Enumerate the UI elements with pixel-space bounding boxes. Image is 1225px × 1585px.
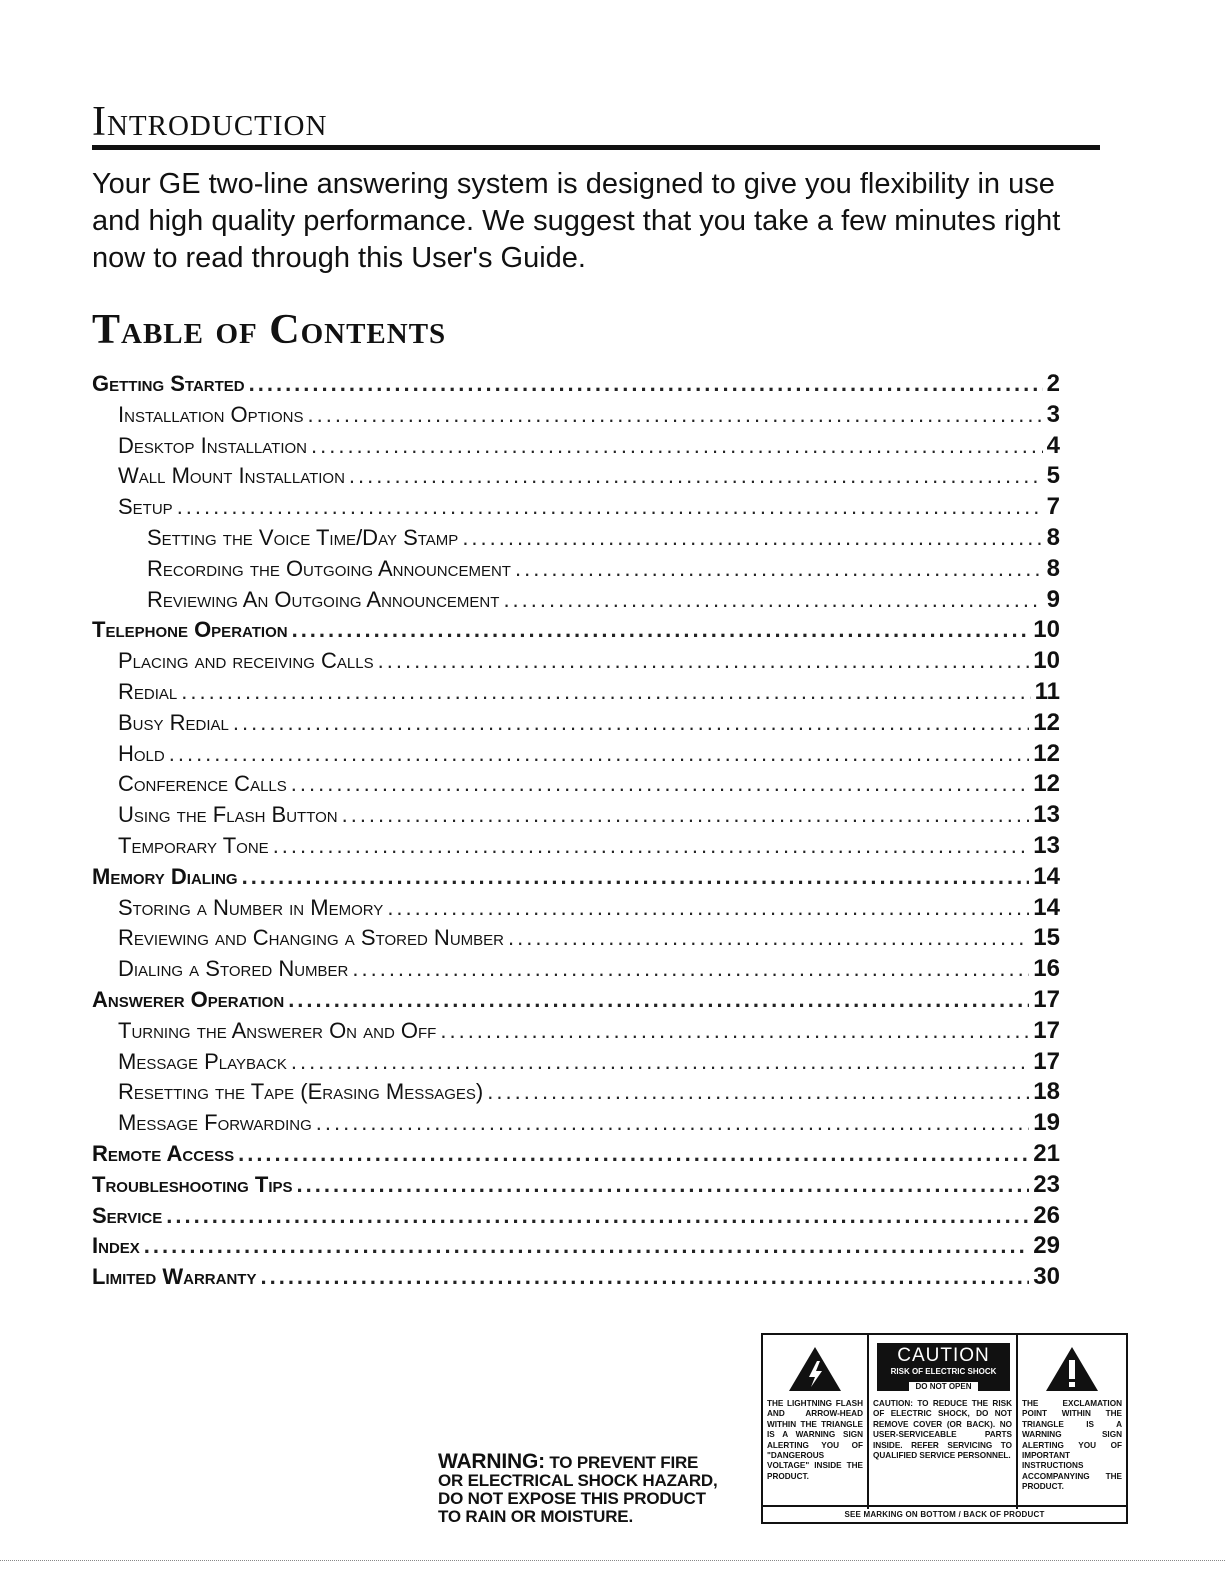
heading-rule: [92, 145, 1100, 150]
toc-entry: [92, 801, 1060, 832]
toc-leader-dots: [273, 833, 1030, 859]
intro-heading: Introduction: [92, 99, 328, 145]
toc-heading: Table of Contents: [92, 307, 447, 353]
toc-leader-dots: [462, 525, 1042, 551]
toc-entry: [92, 678, 1060, 709]
scan-artifact-line: [0, 1560, 1225, 1562]
toc-entry-page: 14: [1033, 893, 1060, 921]
toc-entry-label: Desktop Installation: [118, 432, 307, 458]
toc-entry: [92, 1140, 1060, 1171]
exclamation-triangle-icon: [1044, 1345, 1100, 1393]
toc-leader-dots: [288, 987, 1029, 1013]
toc-entry-page: 8: [1046, 554, 1060, 582]
toc-entry-label: Placing and receiving Calls: [118, 648, 374, 674]
toc-entry-page: 13: [1033, 801, 1060, 829]
toc-entry-page: 13: [1033, 831, 1060, 859]
toc-entry: [92, 462, 1060, 493]
lightning-explanation: THE LIGHTNING FLASH AND ARROW-HEAD WITHIN THE TRIANGLE IS A WARNING SIGN ALERTING YOU OF "DANGEROUS VOLTAGE" INSIDE THE PRODUCT.: [767, 1399, 863, 1481]
toc-entry: [92, 924, 1060, 955]
toc-entry-label: Conference Calls: [118, 771, 287, 797]
toc-entry-page: 5: [1046, 462, 1060, 490]
toc-entry-page: 23: [1033, 1170, 1060, 1198]
toc-entry-label: Memory Dialing: [92, 863, 238, 889]
toc-entry-page: 17: [1033, 985, 1060, 1013]
toc-entry: [92, 401, 1060, 432]
toc-leader-dots: [169, 741, 1030, 767]
toc-leader-dots: [242, 864, 1030, 890]
caution-left-panel: [763, 1335, 869, 1509]
warning-line-2: OR ELECTRICAL SHOCK HAZARD,: [438, 1471, 718, 1490]
toc-leader-dots: [166, 1203, 1029, 1229]
toc-entry-page: 11: [1034, 677, 1060, 705]
toc-entry-page: 17: [1033, 1047, 1060, 1075]
toc-leader-dots: [352, 956, 1029, 982]
toc-entry: [92, 493, 1060, 524]
toc-entry-label: Index: [92, 1233, 140, 1259]
toc-entry-label: Answerer Operation: [92, 986, 285, 1012]
warning-lead: WARNING:: [438, 1450, 545, 1473]
toc-entry-label: Recording the Outgoing Announcement: [147, 555, 511, 581]
toc-entry-page: 15: [1033, 924, 1060, 952]
toc-entry-label: Limited Warranty: [92, 1264, 257, 1290]
toc-leader-dots: [387, 895, 1029, 921]
caution-badge-do-not-open: DO NOT OPEN: [909, 1382, 977, 1391]
toc-entry-label: Resetting the Tape (Erasing Messages): [118, 1079, 484, 1105]
toc-entry-label: Installation Options: [118, 401, 304, 427]
toc-leader-dots: [181, 679, 1030, 705]
toc-entry-page: 10: [1033, 616, 1060, 644]
toc-entry: [92, 1109, 1060, 1140]
toc-entry-label: Wall Mount Installation: [118, 463, 345, 489]
caution-footer: SEE MARKING ON BOTTOM / BACK OF PRODUCT: [763, 1505, 1126, 1522]
toc-entry-page: 3: [1046, 400, 1060, 428]
toc-entry-label: Redial: [118, 678, 178, 704]
toc-entry: [92, 1202, 1060, 1233]
intro-paragraph: Your GE two-line answering system is designed to give you flexibility in use and high quality performance. We suggest that you take a few minutes right now to read through this User's Guide.: [92, 168, 1061, 274]
toc-entry-page: 29: [1033, 1232, 1060, 1260]
toc-entry-page: 12: [1033, 739, 1060, 767]
toc-entry-label: Troubleshooting Tips: [92, 1171, 293, 1197]
toc-entry-label: Hold: [118, 740, 165, 766]
toc-entry-label: Getting Started: [92, 371, 245, 396]
toc-entry: [92, 832, 1060, 863]
toc-entry: [92, 1078, 1060, 1109]
toc-entry-label: Message Forwarding: [118, 1110, 312, 1136]
toc-leader-dots: [508, 925, 1029, 951]
toc-entry: [92, 555, 1060, 586]
toc-leader-dots: [238, 1141, 1029, 1167]
caution-right-panel: [1018, 1335, 1126, 1509]
toc-entry-label: Storing a Number in Memory: [118, 894, 384, 920]
toc-entry-page: 12: [1033, 708, 1060, 736]
warning-notice: [438, 1450, 758, 1526]
toc-leader-dots: [291, 771, 1030, 797]
toc-entry-label: Telephone Operation: [92, 617, 288, 643]
caution-badge: [877, 1343, 1010, 1391]
toc-entry-label: Dialing a Stored Number: [118, 956, 349, 982]
toc-entry-label: Setup: [118, 494, 173, 520]
toc-entry-label: Using the Flash Button: [118, 802, 338, 828]
toc-entry: [92, 1232, 1060, 1263]
toc-entry-label: Remote Access: [92, 1140, 235, 1166]
toc-entry: [92, 1017, 1060, 1048]
toc-entry: [92, 955, 1060, 986]
toc-entry-page: 30: [1033, 1263, 1060, 1291]
toc-leader-dots: [311, 433, 1043, 459]
toc-leader-dots: [342, 802, 1030, 828]
toc-leader-dots: [487, 1079, 1029, 1105]
warning-line-4: TO RAIN OR MOISTURE.: [438, 1507, 633, 1526]
lightning-triangle-icon: [787, 1345, 843, 1393]
toc-entry: [92, 1048, 1060, 1079]
toc-leader-dots: [316, 1110, 1030, 1136]
toc-entry: [92, 740, 1060, 771]
toc-entry-page: 21: [1033, 1139, 1060, 1167]
toc-entry: [92, 770, 1060, 801]
toc-leader-dots: [233, 710, 1029, 736]
toc-entry-page: 9: [1046, 585, 1060, 613]
toc-leader-dots: [249, 371, 1043, 397]
toc-entry-label: Service: [92, 1202, 163, 1228]
table-of-contents: [92, 370, 1060, 1294]
toc-entry-label: Reviewing and Changing a Stored Number: [118, 925, 504, 951]
toc-leader-dots: [515, 556, 1043, 582]
toc-entry-page: 17: [1033, 1016, 1060, 1044]
toc-entry: [92, 524, 1060, 555]
toc-entry: [92, 986, 1060, 1017]
toc-leader-dots: [177, 494, 1043, 520]
toc-leader-dots: [297, 1172, 1030, 1198]
toc-entry: [92, 863, 1060, 894]
toc-entry: [92, 894, 1060, 925]
toc-entry: [92, 586, 1060, 617]
toc-entry-page: 26: [1033, 1201, 1060, 1229]
toc-entry-page: 18: [1033, 1078, 1060, 1106]
exclamation-explanation: THE EXCLAMATION POINT WITHIN THE TRIANGLE IS A WARNING SIGN ALERTING YOU OF IMPORTANT INSTRUCTIONS ACCOMPANYING THE PRODUCT.: [1022, 1399, 1122, 1492]
toc-leader-dots: [144, 1233, 1030, 1259]
toc-entry-label: Turning the Answerer On and Off: [118, 1017, 437, 1043]
toc-entry-page: 12: [1033, 770, 1060, 798]
warning-line-3: DO NOT EXPOSE THIS PRODUCT: [438, 1489, 706, 1508]
warning-line-1: TO PREVENT FIRE: [549, 1453, 699, 1472]
caution-explanation: CAUTION: TO REDUCE THE RISK OF ELECTRIC SHOCK, DO NOT REMOVE COVER (OR BACK). NO USER-SERVICEABLE PARTS INSIDE. REFER SERVICING TO QUALIFIED SERVICE PERSONNEL.: [873, 1399, 1012, 1461]
caution-middle-panel: [869, 1335, 1018, 1509]
caution-badge-subtitle: RISK OF ELECTRIC SHOCK: [890, 1367, 997, 1376]
toc-leader-dots: [503, 587, 1042, 613]
toc-leader-dots: [307, 402, 1042, 428]
toc-entry-page: 10: [1033, 647, 1060, 675]
toc-entry-page: 2: [1046, 370, 1060, 397]
toc-leader-dots: [440, 1018, 1029, 1044]
toc-entry-label: Busy Redial: [118, 709, 229, 735]
toc-entry-page: 7: [1046, 493, 1060, 521]
toc-entry-page: 16: [1033, 955, 1060, 983]
toc-entry-label: Temporary Tone: [118, 832, 269, 858]
caution-badge-title: CAUTION: [897, 1345, 990, 1366]
toc-leader-dots: [349, 463, 1043, 489]
toc-leader-dots: [291, 1049, 1029, 1075]
toc-entry-label: Reviewing An Outgoing Announcement: [147, 586, 500, 612]
toc-entry: [92, 432, 1060, 463]
toc-entry: [92, 647, 1060, 678]
toc-leader-dots: [378, 648, 1030, 674]
toc-entry-label: Setting the Voice Time/Day Stamp: [147, 524, 459, 550]
toc-leader-dots: [260, 1264, 1029, 1290]
toc-entry-label: Message Playback: [118, 1048, 287, 1074]
toc-entry-page: 8: [1046, 523, 1060, 551]
toc-entry-page: 14: [1033, 862, 1060, 890]
toc-entry: [92, 1263, 1060, 1294]
caution-label: [761, 1333, 1128, 1524]
toc-entry-page: 19: [1033, 1109, 1060, 1137]
toc-entry: [92, 616, 1060, 647]
toc-entry: [92, 709, 1060, 740]
toc-entry-page: 4: [1046, 431, 1060, 459]
toc-entry: [92, 1171, 1060, 1202]
toc-leader-dots: [292, 617, 1030, 643]
toc-entry: [92, 370, 1060, 401]
